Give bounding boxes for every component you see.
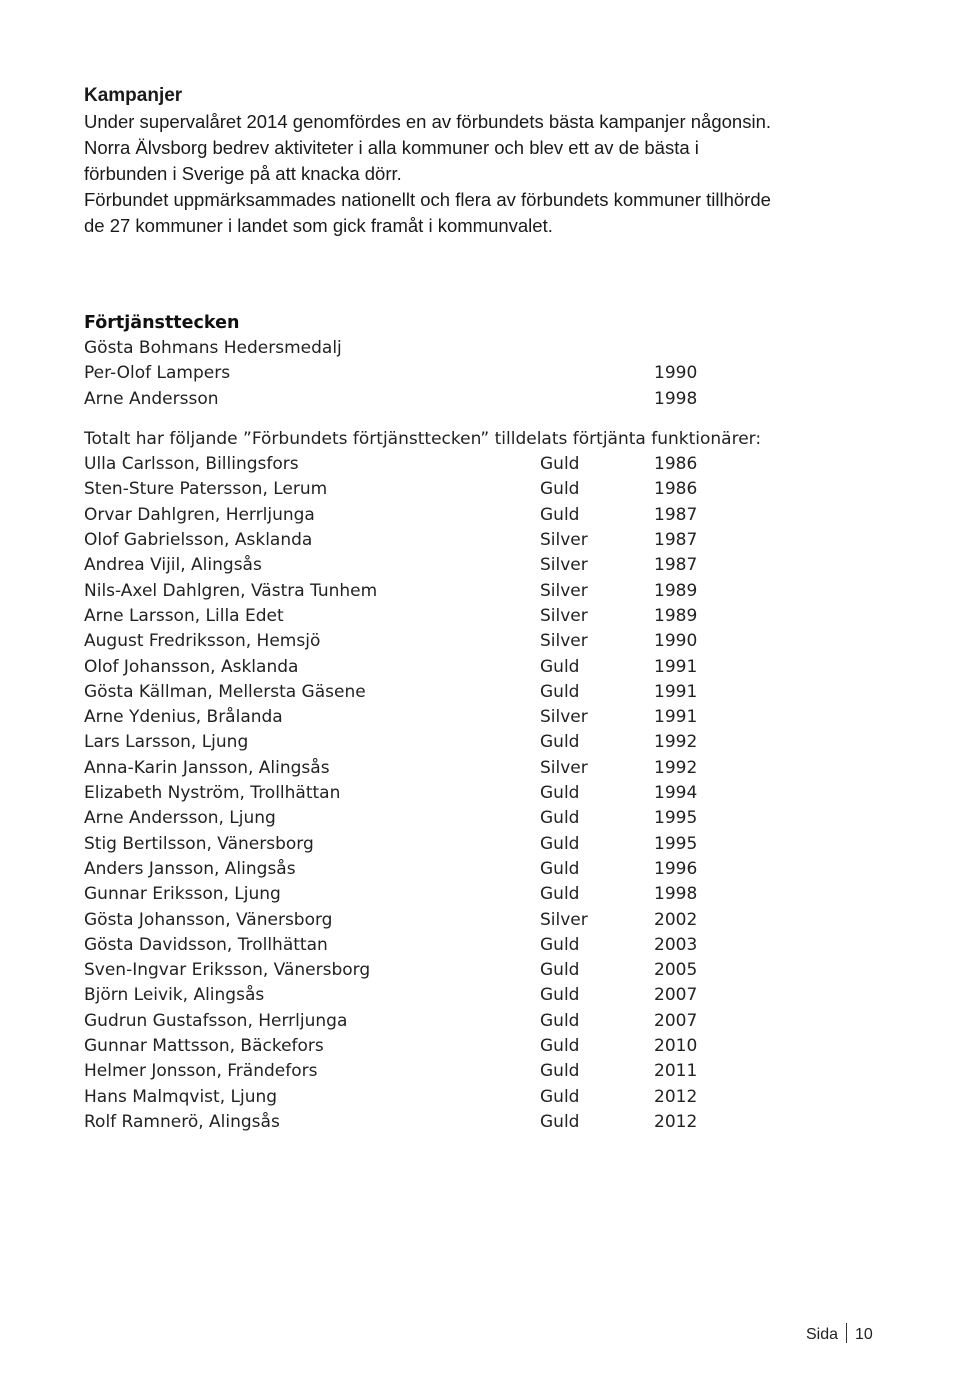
recipient-year: 2002 xyxy=(654,909,698,930)
page-footer xyxy=(806,1323,873,1347)
recipient-year: 1989 xyxy=(654,605,698,626)
recipient-year: 1996 xyxy=(654,858,698,879)
recipient-year: 2010 xyxy=(654,1036,698,1057)
recipient-medal: Silver xyxy=(540,605,588,626)
recipient-year: 1987 xyxy=(654,530,698,551)
recipient-medal: Silver xyxy=(540,580,588,601)
recipient-year: 2012 xyxy=(654,1111,698,1132)
recipient-year: 2007 xyxy=(654,985,698,1006)
recipient-medal: Silver xyxy=(540,909,588,930)
recipient-row xyxy=(84,579,884,604)
recipient-row xyxy=(84,655,884,680)
recipient-medal: Silver xyxy=(540,555,588,576)
recipient-year: 1995 xyxy=(654,808,698,829)
recipient-medal: Guld xyxy=(540,960,580,981)
recipient-row xyxy=(84,806,884,831)
recipient-year: 1987 xyxy=(654,555,698,576)
recipient-name: Andrea Vijil, Alingsås xyxy=(84,555,262,576)
recipient-name: Arne Ydenius, Brålanda xyxy=(84,707,283,728)
recipient-row xyxy=(84,958,884,983)
recipient-name: Björn Leivik, Alingsås xyxy=(84,985,265,1006)
recipient-row xyxy=(84,553,884,578)
kampanjer-section xyxy=(84,83,884,239)
kampanjer-line: Under supervalåret 2014 genomfördes en av förbundets bästa kampanjer någonsin. xyxy=(84,111,771,132)
recipient-year: 1991 xyxy=(654,707,698,728)
recipient-row xyxy=(84,908,884,933)
recipient-row xyxy=(84,604,884,629)
recipient-year: 1990 xyxy=(654,631,698,652)
recipient-row xyxy=(84,1085,884,1110)
recipient-row xyxy=(84,629,884,654)
recipient-name: Anders Jansson, Alingsås xyxy=(84,858,296,879)
medal-recipient-row xyxy=(84,387,884,412)
recipient-name: Gösta Davidsson, Trollhättan xyxy=(84,934,328,955)
medal-title-text: Gösta Bohmans Hedersmedalj xyxy=(84,338,342,358)
recipient-medal: Guld xyxy=(540,808,580,829)
recipient-row xyxy=(84,1059,884,1084)
recipient-year: 1986 xyxy=(654,454,698,475)
recipient-name: Orvar Dahlgren, Herrljunga xyxy=(84,504,315,525)
recipient-medal: Guld xyxy=(540,1111,580,1132)
medal-title xyxy=(84,336,884,361)
recipient-year: 1998 xyxy=(654,884,698,905)
recipient-name: Sten-Sture Patersson, Lerum xyxy=(84,479,328,500)
recipient-name: Anna-Karin Jansson, Alingsås xyxy=(84,757,330,778)
recipient-name: Olof Johansson, Asklanda xyxy=(84,656,299,677)
page-number: 10 xyxy=(855,1326,873,1343)
recipient-name: Gunnar Eriksson, Ljung xyxy=(84,884,281,905)
recipient-year: 2003 xyxy=(654,934,698,955)
recipient-medal: Guld xyxy=(540,934,580,955)
recipient-year: 2005 xyxy=(654,960,698,981)
recipient-name: Gösta Johansson, Vänersborg xyxy=(84,909,333,930)
recipient-year: 1992 xyxy=(654,757,698,778)
recipient-medal: Guld xyxy=(540,479,580,500)
recipient-name: Gunnar Mattsson, Bäckefors xyxy=(84,1036,324,1057)
recipient-name: Gösta Källman, Mellersta Gäsene xyxy=(84,681,366,702)
recipient-medal: Guld xyxy=(540,732,580,753)
recipient-row xyxy=(84,857,884,882)
recipient-name: Arne Andersson, Ljung xyxy=(84,808,276,829)
recipient-year: 1987 xyxy=(654,504,698,525)
recipient-row xyxy=(84,756,884,781)
recipient-row xyxy=(84,503,884,528)
recipients-intro: Totalt har följande ”Förbundets förtjänsttecken” tilldelats förtjänta funktionärer: xyxy=(84,428,762,449)
kampanjer-line: förbunden i Sverige på att knacka dörr. xyxy=(84,163,402,184)
recipient-name: August Fredriksson, Hemsjö xyxy=(84,631,321,652)
recipient-name: Gudrun Gustafsson, Herrljunga xyxy=(84,1010,348,1031)
kampanjer-heading: Kampanjer xyxy=(84,85,183,106)
recipient-medal: Guld xyxy=(540,858,580,879)
recipient-year: 2011 xyxy=(654,1061,698,1082)
footer-separator xyxy=(846,1323,847,1343)
recipient-row xyxy=(84,730,884,755)
recipient-row xyxy=(84,705,884,730)
recipient-row xyxy=(84,1034,884,1059)
recipient-name: Per-Olof Lampers xyxy=(84,363,231,384)
recipient-year: 2007 xyxy=(654,1010,698,1031)
recipient-medal: Silver xyxy=(540,631,588,652)
medal-recipient-row xyxy=(84,361,884,386)
recipient-name: Lars Larsson, Ljung xyxy=(84,732,249,753)
kampanjer-line: de 27 kommuner i landet som gick framåt i kommunvalet. xyxy=(84,215,553,236)
recipient-medal: Silver xyxy=(540,757,588,778)
recipient-year: 1991 xyxy=(654,656,698,677)
recipient-name: Stig Bertilsson, Vänersborg xyxy=(84,833,314,854)
recipient-medal: Guld xyxy=(540,1036,580,1057)
recipient-name: Hans Malmqvist, Ljung xyxy=(84,1086,278,1107)
recipient-row xyxy=(84,832,884,857)
recipient-name: Elizabeth Nyström, Trollhättan xyxy=(84,783,341,804)
recipient-medal: Guld xyxy=(540,656,580,677)
recipient-medal: Guld xyxy=(540,1010,580,1031)
recipient-name: Sven-Ingvar Eriksson, Vänersborg xyxy=(84,960,371,981)
recipient-medal: Silver xyxy=(540,530,588,551)
recipient-medal: Guld xyxy=(540,1086,580,1107)
recipient-year: 1990 xyxy=(654,363,698,384)
recipient-year: 1989 xyxy=(654,580,698,601)
recipient-row xyxy=(84,1009,884,1034)
recipient-row xyxy=(84,933,884,958)
recipient-row xyxy=(84,452,884,477)
recipient-row xyxy=(84,477,884,502)
recipient-name: Arne Andersson xyxy=(84,388,219,409)
recipient-name: Ulla Carlsson, Billingsfors xyxy=(84,454,299,475)
recipient-year: 1986 xyxy=(654,479,698,500)
recipient-year: 1998 xyxy=(654,388,698,409)
medal-recipient-list xyxy=(84,361,884,412)
recipient-row xyxy=(84,882,884,907)
recipient-name: Helmer Jonsson, Frändefors xyxy=(84,1061,318,1082)
recipient-name: Arne Larsson, Lilla Edet xyxy=(84,605,284,626)
recipient-row xyxy=(84,680,884,705)
recipient-medal: Guld xyxy=(540,833,580,854)
recipient-medal: Guld xyxy=(540,985,580,1006)
section-spacer xyxy=(84,412,884,427)
recipient-year: 1995 xyxy=(654,833,698,854)
recipient-medal: Guld xyxy=(540,504,580,525)
recipient-medal: Guld xyxy=(540,681,580,702)
recipient-medal: Guld xyxy=(540,884,580,905)
recipient-year: 1991 xyxy=(654,681,698,702)
recipient-name: Rolf Ramnerö, Alingsås xyxy=(84,1111,280,1132)
kampanjer-line: Förbundet uppmärksammades nationellt och flera av förbundets kommuner tillhörde xyxy=(84,189,771,210)
recipient-row xyxy=(84,1110,884,1135)
recipient-row xyxy=(84,528,884,553)
recipient-year: 1994 xyxy=(654,783,698,804)
kampanjer-line: Norra Älvsborg bedrev aktiviteter i alla kommuner och blev ett av de bästa i xyxy=(84,137,699,158)
recipient-row xyxy=(84,983,884,1008)
fortjanst-section xyxy=(84,310,884,1135)
recipient-medal: Guld xyxy=(540,783,580,804)
recipient-medal: Guld xyxy=(540,454,580,475)
recipient-name: Nils-Axel Dahlgren, Västra Tunhem xyxy=(84,580,378,601)
recipient-row xyxy=(84,781,884,806)
recipient-medal: Guld xyxy=(540,1061,580,1082)
recipient-year: 2012 xyxy=(654,1086,698,1107)
fortjanst-heading: Förtjänsttecken xyxy=(84,313,240,333)
recipient-year: 1992 xyxy=(654,732,698,753)
recipient-name: Olof Gabrielsson, Asklanda xyxy=(84,530,313,551)
recipient-medal: Silver xyxy=(540,707,588,728)
recipient-list xyxy=(84,452,884,1135)
footer-label: Sida xyxy=(806,1326,839,1343)
